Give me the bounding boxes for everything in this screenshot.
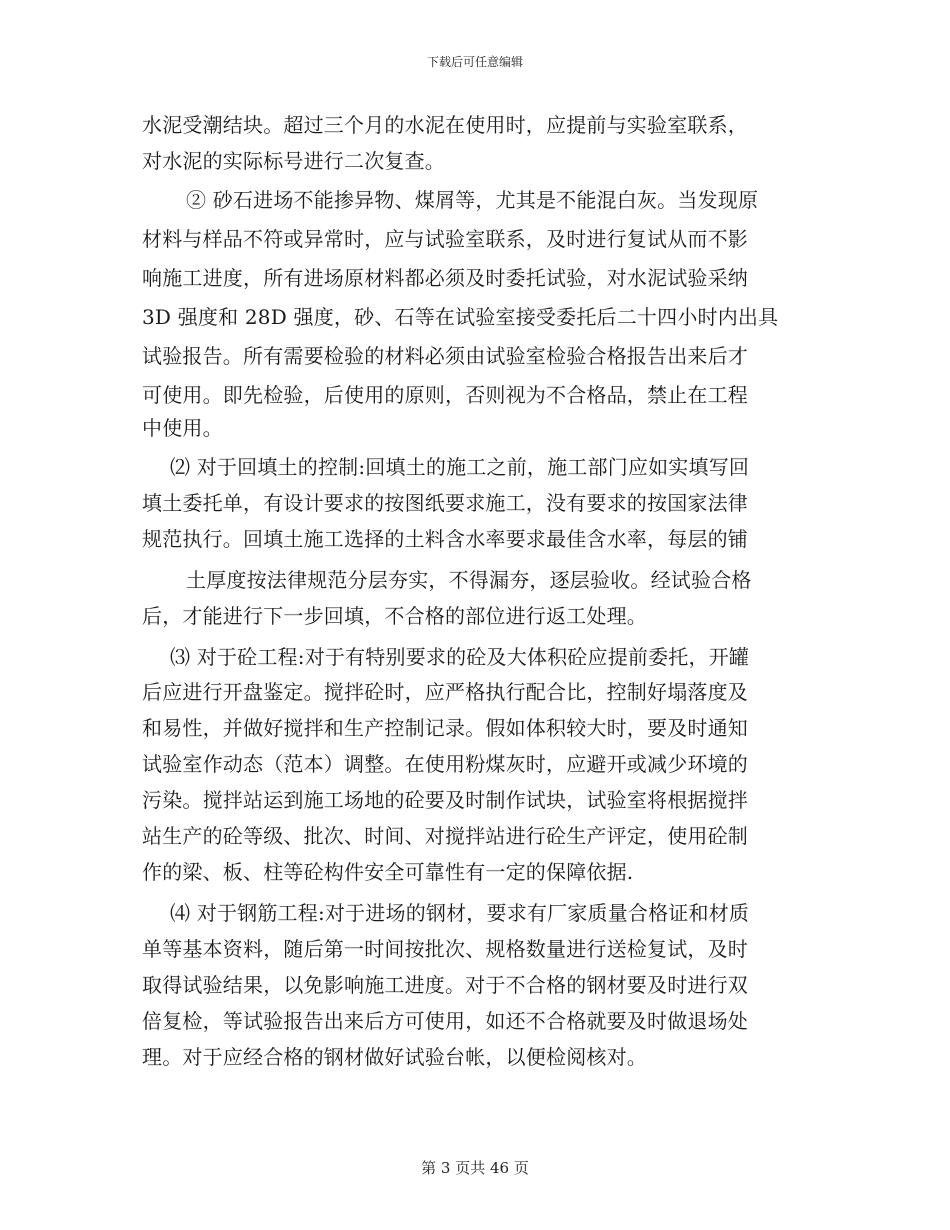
text-line: ② 砂石进场不能掺异物、煤屑等，尤其是不能混白灰。当发现原 <box>186 188 759 212</box>
text-line: 取得试验结果，以免影响施工进度。对于不合格的钢材要及时进行双 <box>142 973 748 997</box>
text-line: 对水泥的实际标号进行二次复查。 <box>142 149 445 173</box>
text-line: 后应进行开盘鉴定。搅拌砼时，应严格执行配合比，控制好塌落度及 <box>142 680 748 704</box>
text-line: 填土委托单，有设计要求的按图纸要求施工，没有要求的按国家法律 <box>142 491 748 515</box>
text-line: ⑵ 对于回填土的控制:回填土的施工之前，施工部门应如实填写回 <box>170 455 750 479</box>
text-line: 污染。搅拌站运到施工场地的砼要及时制作试块，试验室将根据搅拌 <box>142 788 748 812</box>
text-line: 理。对于应经合格的钢材做好试验台帐，以便检阅核对。 <box>142 1045 647 1069</box>
text-line: 土厚度按法律规范分层夯实，不得漏夯，逐层验收。经试验合格 <box>186 568 752 592</box>
page-header: 下载后可任意编辑 <box>426 55 523 69</box>
text-line: 后，才能进行下一步回填，不合格的部位进行返工处理。 <box>142 604 647 628</box>
text-line: 站生产的砼等级、批次、时间、对搅拌站进行砼生产评定，使用砼制 <box>142 824 748 848</box>
text-line: 3D 强度和 28D 强度，砂、石等在试验室接受委托后二十四小时内出具 <box>142 305 779 329</box>
text-line: 和易性，并做好搅拌和生产控制记录。假如体积较大时，要及时通知 <box>142 716 748 740</box>
text-line: 试验室作动态（范本）调整。在使用粉煤灰时，应避开或减少环境的 <box>142 752 748 776</box>
text-line: ⑷ 对于钢筋工程:对于进场的钢材，要求有厂家质量合格证和材质 <box>170 901 750 925</box>
text-line: 响施工进度，所有进场原材料都必须及时委托试验，对水泥试验采纳 <box>142 266 748 290</box>
text-line: 可使用。即先检验，后使用的原则，否则视为不合格品，禁止在工程 <box>142 383 748 407</box>
text-line: 中使用。 <box>142 416 223 440</box>
text-line: 试验报告。所有需要检验的材料必须由试验室检验合格报告出来后才 <box>142 344 748 368</box>
text-line: 单等基本资料，随后第一时间按批次、规格数量进行送检复试，及时 <box>142 937 748 961</box>
text-line: 作的梁、板、柱等砼构件安全可靠性有一定的保障依据. <box>142 860 634 884</box>
text-line: 规范执行。回填土施工选择的土料含水率要求最佳含水率，每层的铺 <box>142 527 748 551</box>
text-line: 材料与样品不符或异常时，应与试验室联系，及时进行复试从而不影 <box>142 227 748 251</box>
text-line: 倍复检，等试验报告出来后方可使用，如还不合格就要及时做退场处 <box>142 1009 748 1033</box>
text-line: 水泥受潮结块。超过三个月的水泥在使用时，应提前与实验室联系， <box>142 113 748 137</box>
page-number-footer: 第 3 页共 46 页 <box>421 1159 529 1177</box>
text-line: ⑶ 对于砼工程:对于有特别要求的砼及大体积砼应提前委托，开罐 <box>170 645 750 669</box>
